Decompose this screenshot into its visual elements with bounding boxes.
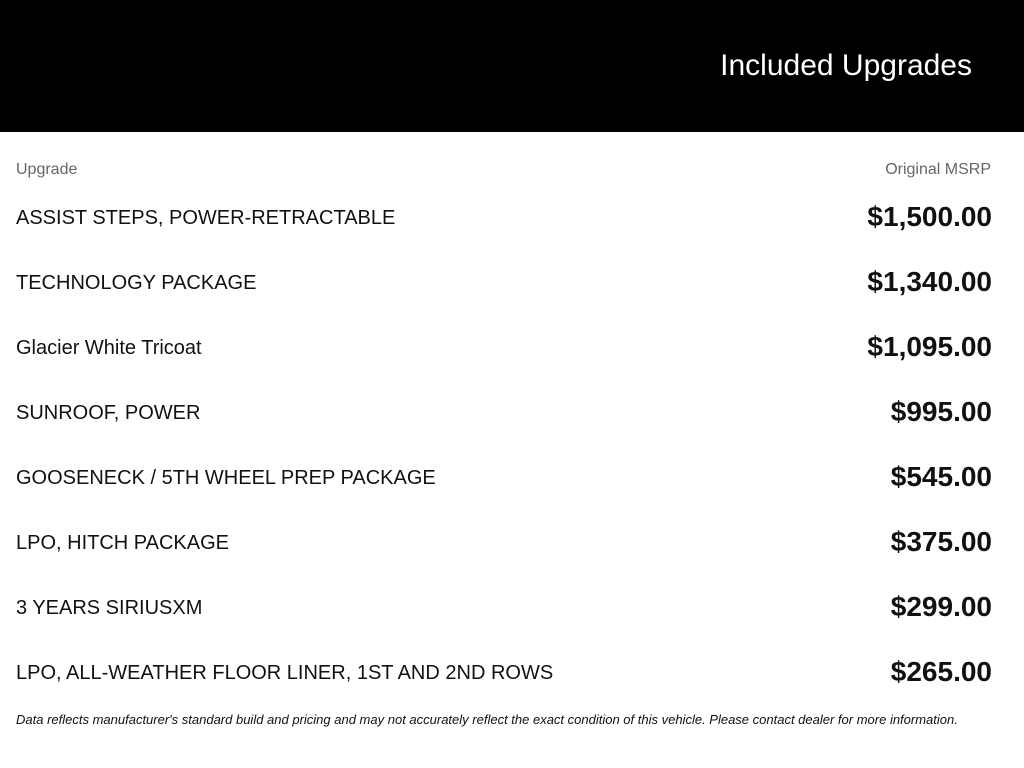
table-row bbox=[0, 255, 1024, 320]
table-row bbox=[0, 190, 1024, 255]
upgrade-name: 3 YEARS SIRIUSXM bbox=[16, 597, 203, 619]
table-row bbox=[0, 450, 1024, 515]
upgrade-name: LPO, ALL-WEATHER FLOOR LINER, 1ST AND 2ND ROWS bbox=[16, 662, 554, 684]
upgrade-price: $375.00 bbox=[890, 526, 992, 557]
disclaimer-footnote: Data reflects manufacturer's standard build and pricing and may not accurately reflect the exact condition of this vehicle. Please contact dealer for more information. bbox=[16, 712, 958, 727]
upgrade-price: $1,095.00 bbox=[867, 331, 992, 362]
upgrade-price: $299.00 bbox=[890, 591, 992, 622]
table-row bbox=[0, 515, 1024, 580]
upgrade-price: $1,500.00 bbox=[867, 201, 992, 232]
table-header-row bbox=[0, 132, 1024, 190]
upgrade-name: SUNROOF, POWER bbox=[16, 402, 201, 424]
upgrade-price: $545.00 bbox=[890, 461, 992, 492]
header-banner bbox=[0, 0, 1024, 132]
upgrade-price: $265.00 bbox=[890, 656, 992, 687]
column-header-msrp: Original MSRP bbox=[885, 161, 991, 178]
upgrade-price: $1,340.00 bbox=[867, 266, 992, 297]
upgrades-table bbox=[0, 132, 1024, 710]
page-title: Included Upgrades bbox=[720, 49, 972, 82]
upgrade-name: Glacier White Tricoat bbox=[16, 337, 202, 359]
upgrade-name: LPO, HITCH PACKAGE bbox=[16, 532, 230, 554]
table-row bbox=[0, 580, 1024, 645]
upgrade-price: $995.00 bbox=[890, 396, 992, 427]
table-row bbox=[0, 645, 1024, 710]
upgrade-name: ASSIST STEPS, POWER-RETRACTABLE bbox=[16, 207, 396, 229]
upgrade-name: TECHNOLOGY PACKAGE bbox=[16, 272, 257, 294]
column-header-upgrade: Upgrade bbox=[16, 161, 78, 178]
table-row bbox=[0, 385, 1024, 450]
upgrade-name: GOOSENECK / 5TH WHEEL PREP PACKAGE bbox=[16, 467, 436, 489]
table-row bbox=[0, 320, 1024, 385]
